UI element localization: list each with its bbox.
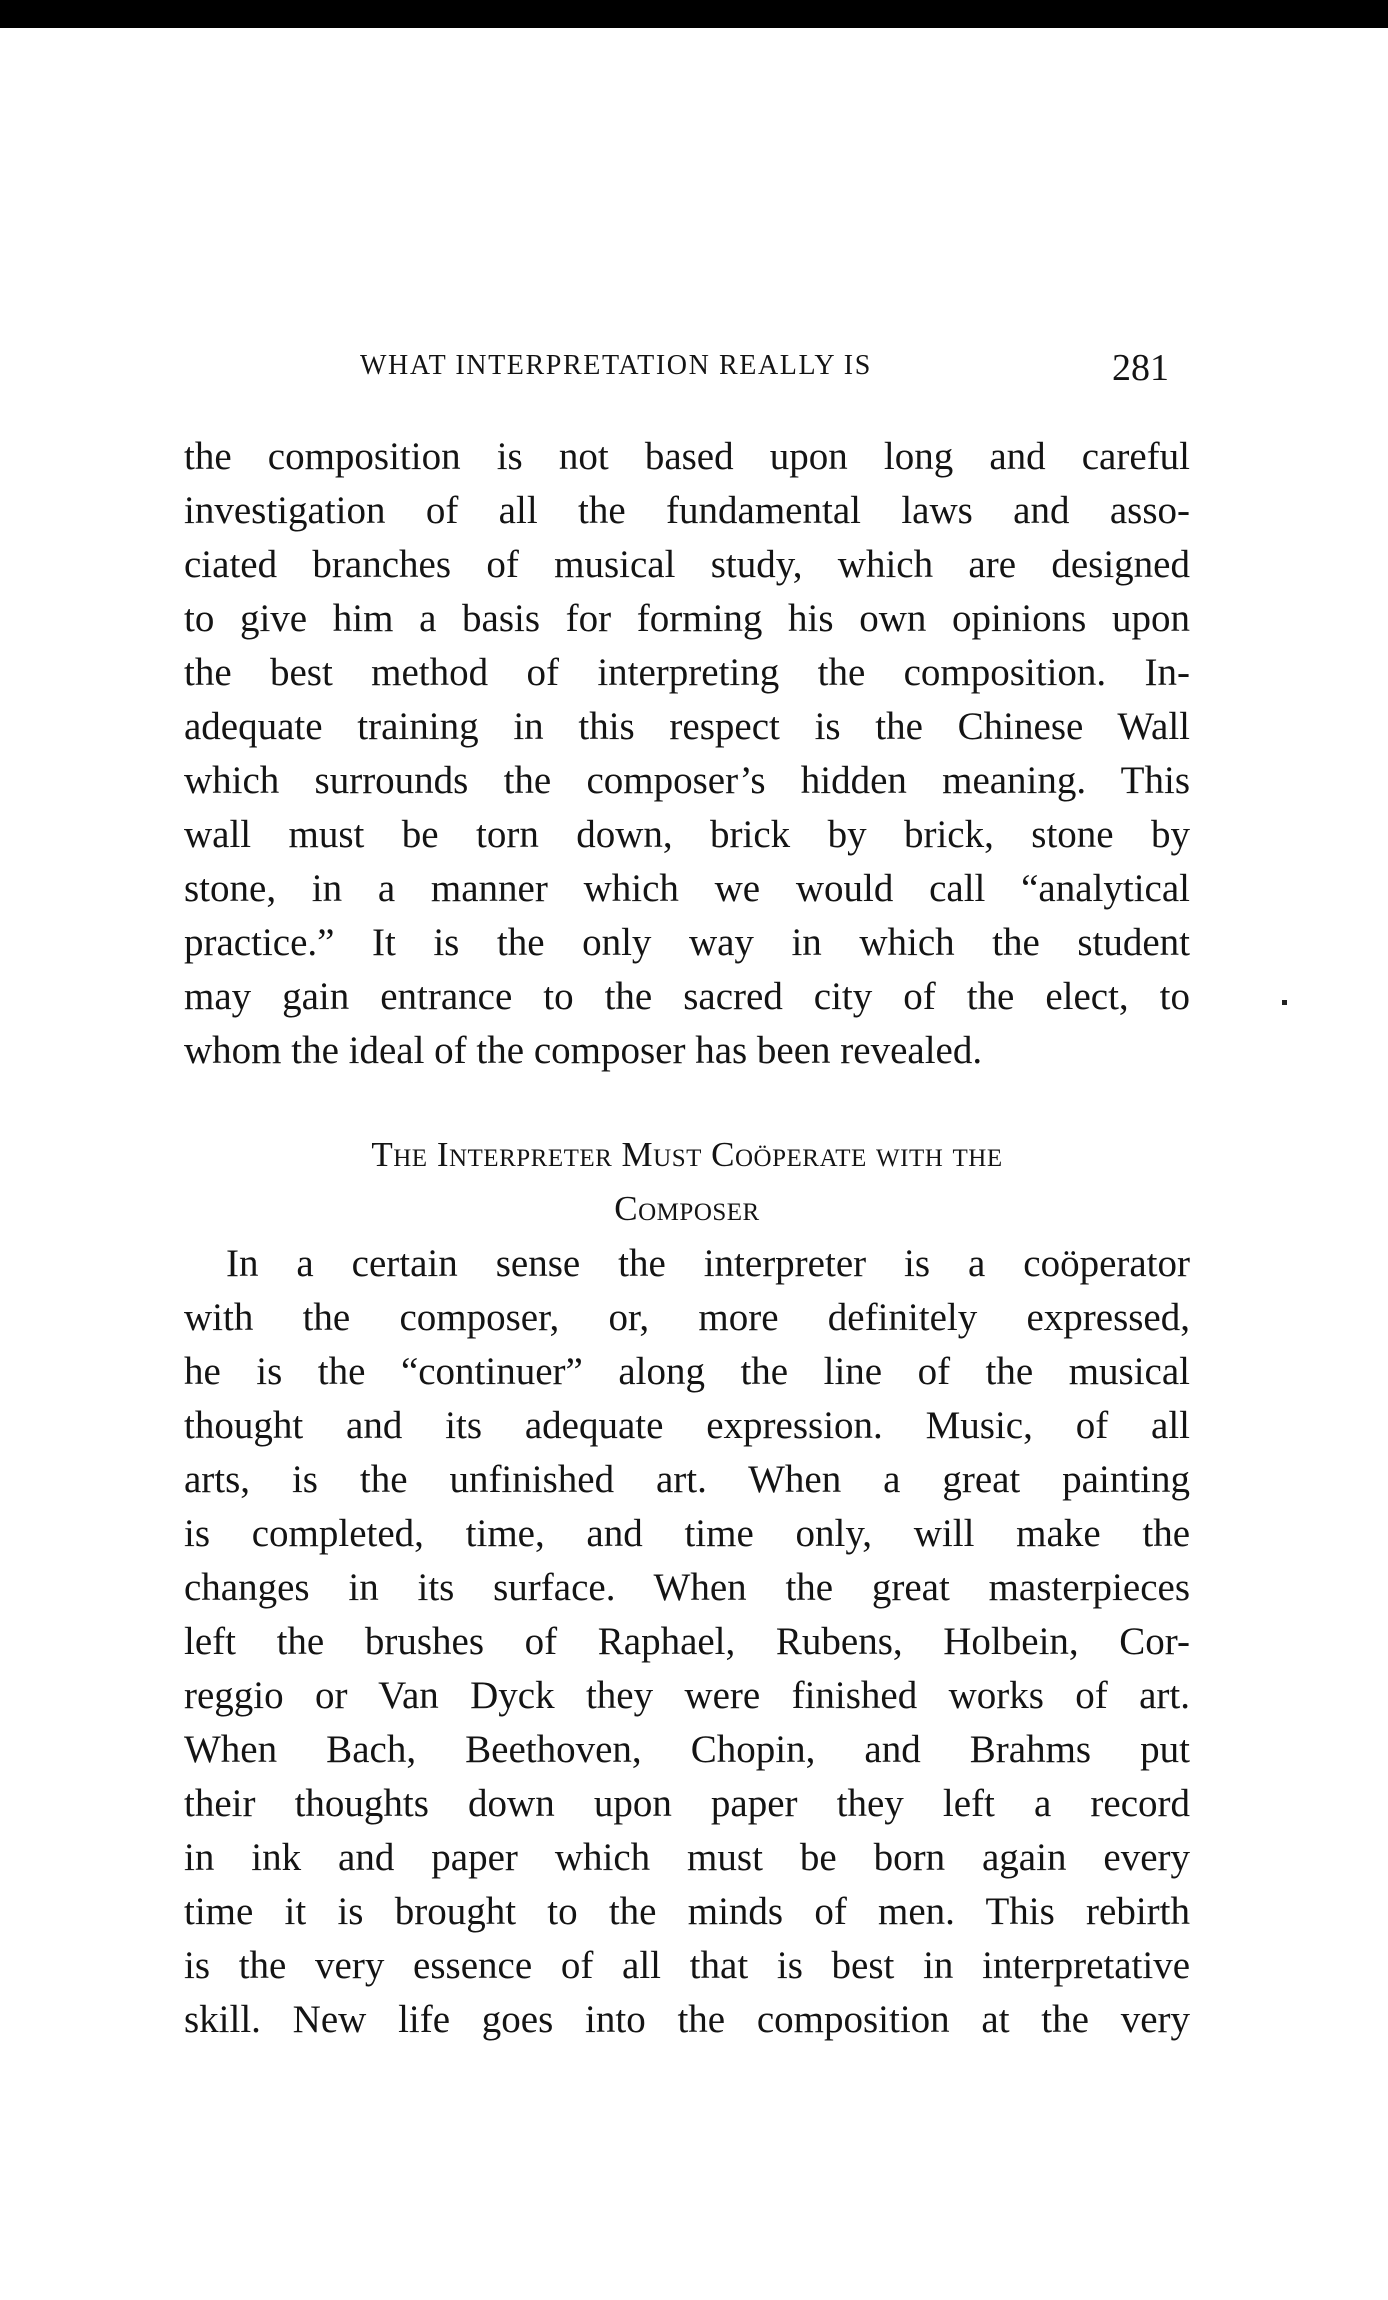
text-line: in ink and paper which must be born again every <box>184 1836 1190 1879</box>
text-line: practice.” It is the only way in which the student <box>184 921 1190 964</box>
text-line: he is the “continuer” along the line of the musical <box>184 1350 1190 1393</box>
section-heading-line: Composer <box>614 1189 760 1228</box>
text-line: wall must be torn down, brick by brick, stone by <box>184 813 1190 856</box>
text-line: When Bach, Beethoven, Chopin, and Brahms put <box>184 1728 1190 1771</box>
text-line: with the composer, or, more definitely expressed, <box>184 1296 1190 1339</box>
text-line: investigation of all the fundamental laws and asso- <box>184 489 1190 532</box>
text-line: is completed, time, and time only, will make the <box>184 1512 1190 1555</box>
text-line: which surrounds the composer’s hidden meaning. This <box>184 759 1190 802</box>
page-number: 281 <box>1112 347 1169 389</box>
text-line: is the very essence of all that is best in interpretative <box>184 1944 1190 1987</box>
text-line: the composition is not based upon long and careful <box>184 435 1190 478</box>
text-line: to give him a basis for forming his own opinions upon <box>184 597 1190 640</box>
paragraph-interpreter <box>184 1237 1190 2047</box>
text-line: reggio or Van Dyck they were finished works of art. <box>184 1674 1190 1717</box>
text-line: thought and its adequate expression. Music, of all <box>184 1404 1190 1447</box>
print-speck <box>1282 1000 1287 1005</box>
section-heading <box>184 1128 1190 1236</box>
running-head: WHAT INTERPRETATION REALLY IS <box>360 350 872 381</box>
paragraph-continued <box>184 430 1190 1078</box>
text-line: changes in its surface. When the great masterpieces <box>184 1566 1190 1609</box>
text-line: stone, in a manner which we would call “analytical <box>184 867 1190 910</box>
text-line: their thoughts down upon paper they left a record <box>184 1782 1190 1825</box>
text-line: ciated branches of musical study, which are designed <box>184 543 1190 586</box>
text-line: left the brushes of Raphael, Rubens, Holbein, Cor- <box>184 1620 1190 1663</box>
section-heading-line: The Interpreter Must Coöperate with the <box>371 1135 1003 1174</box>
text-line: adequate training in this respect is the Chinese Wall <box>184 705 1190 748</box>
text-line: whom the ideal of the composer has been revealed. <box>184 1029 983 1072</box>
text-line: arts, is the unfinished art. When a great painting <box>184 1458 1190 1501</box>
text-line: time it is brought to the minds of men. This rebirth <box>184 1890 1190 1933</box>
text-line: the best method of interpreting the composition. In- <box>184 651 1190 694</box>
text-line: In a certain sense the interpreter is a coöperator <box>226 1242 1190 1285</box>
text-line: may gain entrance to the sacred city of the elect, to <box>184 975 1190 1018</box>
text-line: skill. New life goes into the composition at the very <box>184 1998 1190 2041</box>
